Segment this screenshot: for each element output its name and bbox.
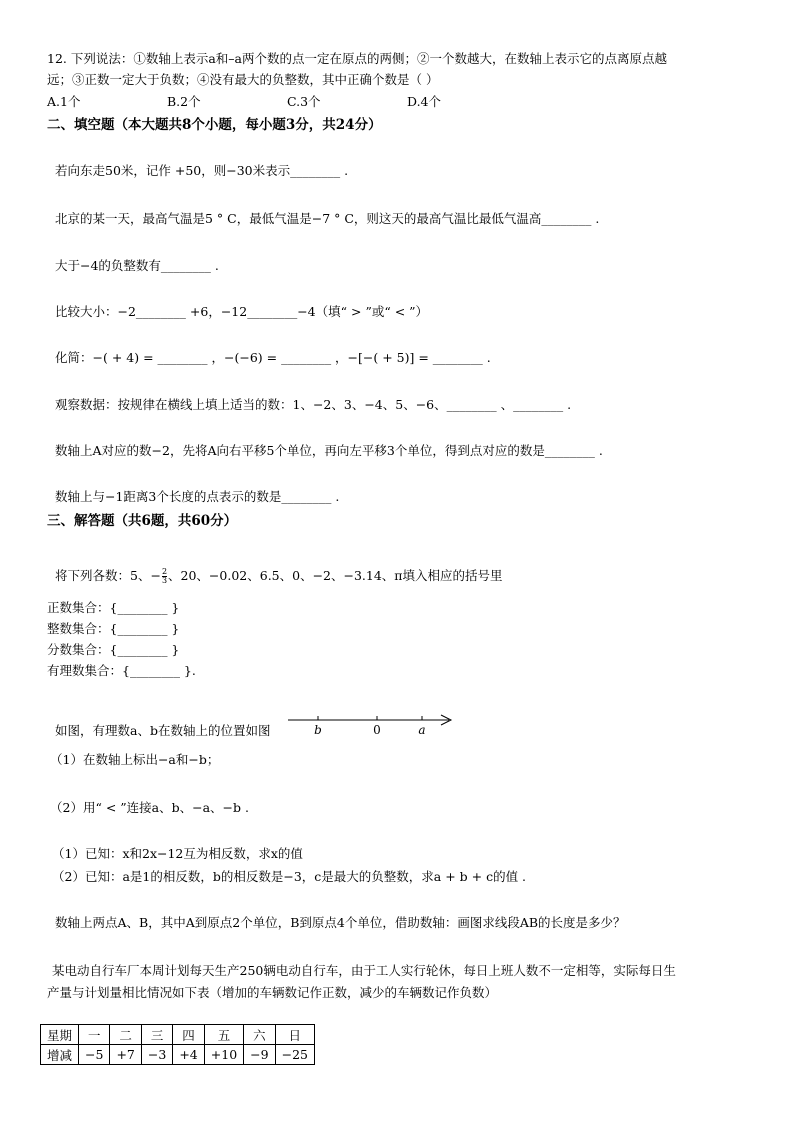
table-header-cell: 一 — [79, 1025, 110, 1045]
fraction-denominator: 3 — [161, 576, 168, 585]
table-cell: −9 — [244, 1045, 275, 1065]
fill-item-6: 观察数据：按规律在横线上填上适当的数：1、−2、3、−4、5、−6、________ 、________ . — [55, 397, 572, 412]
algebra-part-2: （2）已知：a是1的相反数，b的相反数是−3，c是最大的负整数，求a + b + c的值 . — [52, 869, 527, 884]
fill-item-5: 化简：−( + 4) = ________ ，−(−6) = ________ ，−[−( + 5)] = ________ . — [55, 350, 491, 365]
q12-option-c: C.3个 — [287, 94, 321, 109]
fill-item-8: 数轴上与−1距离3个长度的点表示的数是________ . — [55, 489, 340, 504]
fill-item-1: 若向东走50米，记作 +50，则−30米表示________ . — [55, 163, 349, 178]
set-rational: 有理数集合：{________ }. — [47, 663, 196, 678]
table-header-cell: 日 — [275, 1025, 314, 1045]
section2-title: 二、填空题（本大题共8个小题，每小题3分，共24分） — [47, 117, 382, 133]
numberline-part-2: （2）用“ < ”连接a、b、−a、−b . — [50, 800, 249, 815]
fill-item-2: 北京的某一天，最高气温是5 ° C，最低气温是−7 ° C，则这天的最高气温比最低气温高________ . — [55, 211, 600, 226]
classify-prefix: 将下列各数：5、− — [55, 568, 161, 583]
algebra-part-1: （1）已知：x和2x−12互为相反数，求x的值 — [52, 846, 303, 861]
number-line-figure — [285, 710, 460, 740]
fraction-numerator: 2 — [161, 567, 168, 576]
set-positive: 正数集合：{________ } — [47, 600, 180, 615]
table-header-cell: 五 — [204, 1025, 243, 1045]
table-cell: −25 — [275, 1045, 314, 1065]
q12-option-b: B.2个 — [167, 94, 201, 109]
table-cell: +10 — [204, 1045, 243, 1065]
table-header-cell: 三 — [141, 1025, 172, 1045]
q12-line1: 12. 下列说法：①数轴上表示a和–a两个数的点一定在原点的两侧；②一个数越大，在数轴上表示它的点离原点越 — [47, 51, 668, 66]
production-table — [40, 1024, 315, 1065]
set-fraction: 分数集合：{________ } — [47, 642, 180, 657]
q12-option-a: A.1个 — [47, 94, 81, 109]
section3-title: 三、解答题（共6题，共60分） — [47, 513, 238, 529]
classify-suffix: 、20、−0.02、6.5、0、−2、−3.14、π填入相应的括号里 — [168, 568, 503, 583]
fill-item-4: 比较大小：−2________ +6，−12________−4（填“ > ”或“ < ”） — [55, 304, 429, 319]
bike-question-line1: 某电动自行车厂本周计划每天生产250辆电动自行车，由于工人实行轮休，每日上班人数不一定相等，实际每日生 — [52, 963, 676, 978]
fill-item-3: 大于−4的负整数有________ . — [55, 258, 219, 273]
table-cell: 增减 — [41, 1045, 79, 1065]
q12-line2: 远；③正数一定大于负数；④没有最大的负整数，其中正确个数是（ ） — [47, 72, 439, 87]
segment-question: 数轴上两点A、B，其中A到原点2个单位，B到原点4个单位，借助数轴：画图求线段AB的长度是多少？ — [55, 915, 626, 930]
table-header-cell: 二 — [110, 1025, 141, 1045]
table-header-cell: 星期 — [41, 1025, 79, 1045]
table-cell: +4 — [173, 1045, 204, 1065]
label-zero: 0 — [373, 723, 381, 737]
set-integer: 整数集合：{________ } — [47, 621, 180, 636]
label-a: a — [418, 723, 426, 737]
q12-option-d: D.4个 — [407, 94, 442, 109]
fill-item-7: 数轴上A对应的数−2，先将A向右平移5个单位，再向左平移3个单位，得到点对应的数是________ . — [55, 443, 603, 458]
bike-question-line2: 产量与计划量相比情况如下表（增加的车辆数记作正数，减少的车辆数记作负数） — [47, 985, 498, 1000]
label-b: b — [314, 723, 322, 737]
classify-question — [55, 568, 503, 585]
table-row — [41, 1045, 315, 1065]
table-cell: −3 — [141, 1045, 172, 1065]
table-cell: −5 — [79, 1045, 110, 1065]
numberline-part-1: （1）在数轴上标出−a和−b； — [50, 752, 220, 767]
table-header-row — [41, 1025, 315, 1045]
numberline-question: 如图，有理数a、b在数轴上的位置如图 — [55, 723, 271, 738]
table-header-cell: 六 — [244, 1025, 275, 1045]
table-cell: +7 — [110, 1045, 141, 1065]
table-header-cell: 四 — [173, 1025, 204, 1045]
fraction-two-thirds — [162, 568, 167, 585]
